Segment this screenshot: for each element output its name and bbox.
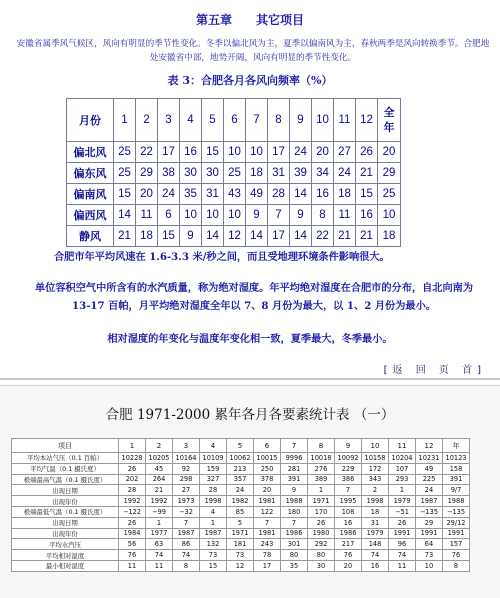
wind-cell: 30	[180, 163, 202, 184]
wind-cell: 10	[224, 205, 246, 226]
stat-cell: 2	[362, 485, 389, 496]
stat-cell: 73	[416, 550, 443, 561]
stat-cell: 202	[119, 474, 146, 485]
stat-cell: −51	[389, 506, 416, 517]
wind-cell: 14	[114, 205, 136, 226]
wind-cell: 38	[158, 163, 180, 184]
stat-cell: 4	[200, 506, 227, 517]
stat-row	[12, 528, 470, 539]
stat-cell: 1984	[119, 528, 146, 539]
stat-cell: 213	[227, 463, 254, 474]
wind-month-header: 4	[180, 99, 202, 142]
stat-table-body	[12, 453, 470, 572]
wind-month-header: 5	[202, 99, 224, 142]
absolute-humidity-paragraph: 单位容积空气中所含有的水汽质量，称为绝对湿度。年平均绝对湿度在合肥市的分布，自北向南为 13-17 百帕，月平均绝对湿度全年以 7、8 月份为最大，以 1、2 月份为最小。	[34, 282, 474, 312]
stat-cell: 28	[200, 485, 227, 496]
stat-cell: 24	[227, 485, 254, 496]
wind-cell: 31	[202, 184, 224, 205]
stat-cell: 181	[227, 539, 254, 550]
intro-paragraph: 安徽省属季风气候区，风向有明显的季节性变化。冬季以偏北风为主，夏季以偏南风为主，春秋两季是风向转换季节。合肥地处安徽省中部，地势开阔，风向有明显的季节性变化。	[16, 39, 490, 63]
wind-cell-annual: 20	[378, 142, 401, 163]
stat-cell: 1	[200, 517, 227, 528]
stat-cell: 1991	[443, 528, 470, 539]
stat-row-label: 出现日期	[12, 517, 119, 528]
stat-cell: 1979	[389, 496, 416, 507]
stat-cell: 26	[119, 517, 146, 528]
stat-cell: 76	[443, 550, 470, 561]
wind-row-label: 偏东风	[67, 163, 114, 184]
wind-month-header: 7	[246, 99, 268, 142]
wind-cell: 18	[334, 184, 356, 205]
wind-cell: 17	[158, 142, 180, 163]
stat-cell: 15	[200, 560, 227, 571]
stat-cell: 9996	[281, 453, 308, 464]
stat-header-cell: 项目	[12, 439, 119, 453]
stat-cell: 1971	[308, 496, 335, 507]
wind-row-north	[67, 142, 401, 163]
stat-cell: 86	[173, 539, 200, 550]
wind-cell: 14	[290, 226, 312, 247]
stat-cell: 389	[308, 474, 335, 485]
wind-row-calm	[67, 226, 401, 247]
stat-cell: 10062	[227, 453, 254, 464]
stat-cell: 1988	[443, 496, 470, 507]
stat-row	[12, 517, 470, 528]
wind-month-header: 8	[268, 99, 290, 142]
wind-cell: 10	[246, 142, 268, 163]
wind-month-header: 3	[158, 99, 180, 142]
stat-cell: 31	[362, 517, 389, 528]
stat-cell: 301	[281, 539, 308, 550]
stat-cell: 10204	[389, 453, 416, 464]
stat-cell: 281	[281, 463, 308, 474]
stat-cell: 96	[389, 539, 416, 550]
stat-cell: 10109	[200, 453, 227, 464]
stat-cell: −135	[416, 506, 443, 517]
wind-cell: 10	[224, 142, 246, 163]
stat-cell: 85	[227, 506, 254, 517]
wind-cell: 18	[246, 163, 268, 184]
stat-cell: 9	[281, 485, 308, 496]
wind-cell: 6	[158, 205, 180, 226]
wind-cell: 10	[202, 205, 224, 226]
stat-cell: 1998	[362, 496, 389, 507]
wind-cell: 21	[114, 226, 136, 247]
stat-cell: 5	[227, 517, 254, 528]
stat-row-label: 最小相对湿度	[12, 560, 119, 571]
stat-cell: 343	[362, 474, 389, 485]
stat-cell: 10231	[416, 453, 443, 464]
stat-cell: 27	[173, 485, 200, 496]
stat-cell: 1973	[173, 496, 200, 507]
wind-cell: 16	[356, 205, 378, 226]
stat-row-label: 平均水汽压	[12, 539, 119, 550]
stat-cell: 1995	[335, 496, 362, 507]
stat-cell: 7	[173, 517, 200, 528]
wind-cell: 28	[268, 184, 290, 205]
stat-cell: 1986	[281, 528, 308, 539]
stat-cell: 1	[308, 485, 335, 496]
wind-cell: 15	[356, 184, 378, 205]
stat-cell: 1	[146, 517, 173, 528]
stat-row	[12, 560, 470, 571]
stat-cell: 391	[281, 474, 308, 485]
stat-cell: 74	[389, 550, 416, 561]
stat-cell: 10228	[119, 453, 146, 464]
wind-cell: 16	[180, 142, 202, 163]
wind-cell: 11	[334, 205, 356, 226]
wind-frequency-table	[66, 98, 401, 247]
stat-cell: 10205	[146, 453, 173, 464]
stat-cell: 1987	[200, 528, 227, 539]
stat-cell: 10092	[335, 453, 362, 464]
wind-month-header: 12	[356, 99, 378, 142]
stat-cell: 78	[254, 550, 281, 561]
stat-cell: 92	[173, 463, 200, 474]
wind-cell: 17	[268, 142, 290, 163]
stat-row-label: 极端最高气温（0.1 摄氏度）	[12, 474, 119, 485]
stat-cell: 29/12	[443, 517, 470, 528]
wind-cell: 11	[136, 205, 158, 226]
stat-cell: 73	[200, 550, 227, 561]
stat-cell: 159	[200, 463, 227, 474]
stat-cell: 11	[146, 560, 173, 571]
stat-cell: 1986	[335, 528, 362, 539]
stat-cell: 10158	[362, 453, 389, 464]
wind-cell-annual: 18	[378, 226, 401, 247]
wind-cell: 26	[356, 142, 378, 163]
stat-cell: 11	[119, 560, 146, 571]
stat-cell: 1971	[227, 528, 254, 539]
stat-cell: 1992	[146, 496, 173, 507]
stat-cell: 225	[416, 474, 443, 485]
stat-row	[12, 453, 470, 464]
stat-cell: 20	[254, 485, 281, 496]
stat-cell: 24	[416, 485, 443, 496]
stat-cell: 76	[119, 550, 146, 561]
stat-cell: 17	[254, 560, 281, 571]
stat-cell: 157	[443, 539, 470, 550]
wind-month-header: 11	[334, 99, 356, 142]
wind-cell: 18	[136, 226, 158, 247]
stat-cell: 45	[146, 463, 173, 474]
stat-cell: 7	[281, 517, 308, 528]
stat-cell: 180	[281, 506, 308, 517]
stat-cell: 386	[335, 474, 362, 485]
wind-cell: 9	[246, 205, 268, 226]
stat-cell: −122	[119, 506, 146, 517]
stat-cell: 7	[254, 517, 281, 528]
wind-cell: 24	[290, 142, 312, 163]
wind-cell: 9	[290, 205, 312, 226]
stat-cell: 74	[146, 550, 173, 561]
stat-cell: 63	[146, 539, 173, 550]
stat-cell: 74	[362, 550, 389, 561]
stat-cell: −99	[146, 506, 173, 517]
stat-cell: 7	[335, 485, 362, 496]
stat-cell: 8	[443, 560, 470, 571]
stat-cell: 170	[308, 506, 335, 517]
stat-cell: 35	[281, 560, 308, 571]
stat-cell: 217	[335, 539, 362, 550]
wind-cell: 15	[114, 184, 136, 205]
stat-cell: 1998	[200, 496, 227, 507]
wind-annual-header: 全 年	[378, 99, 401, 142]
wind-cell: 17	[268, 226, 290, 247]
wind-cell: 24	[334, 163, 356, 184]
stat-cell: 16	[362, 560, 389, 571]
stat-header-cell: 4	[200, 439, 227, 453]
stat-cell: 9/7	[443, 485, 470, 496]
wind-month-header: 2	[136, 99, 158, 142]
wind-cell: 15	[158, 226, 180, 247]
wind-row-west	[67, 205, 401, 226]
stat-cell: 10018	[308, 453, 335, 464]
stat-row	[12, 550, 470, 561]
stat-cell: 378	[254, 474, 281, 485]
wind-cell: 8	[312, 205, 334, 226]
stat-cell: 391	[443, 474, 470, 485]
stat-cell: 8	[173, 560, 200, 571]
stat-cell: 30	[308, 560, 335, 571]
wind-cell: 49	[246, 184, 268, 205]
stat-header-cell: 6	[254, 439, 281, 453]
stat-header-cell: 8	[308, 439, 335, 453]
wind-cell: 27	[334, 142, 356, 163]
stat-header-row	[12, 439, 470, 453]
wind-cell: 15	[202, 142, 224, 163]
stat-cell: −32	[173, 506, 200, 517]
stat-row	[12, 463, 470, 474]
stat-cell: 107	[389, 463, 416, 474]
stat-row	[12, 485, 470, 496]
stat-cell: 26	[308, 517, 335, 528]
wind-cell: 31	[268, 163, 290, 184]
stat-cell: 1979	[362, 528, 389, 539]
stat-cell: 10164	[173, 453, 200, 464]
wind-cell: 14	[202, 226, 224, 247]
stat-cell: 1992	[119, 496, 146, 507]
stat-cell: 12	[227, 560, 254, 571]
stat-cell: 1991	[416, 528, 443, 539]
wind-cell: 9	[180, 226, 202, 247]
stat-cell: 49	[416, 463, 443, 474]
stat-cell: 29	[416, 517, 443, 528]
stat-cell: 1991	[389, 528, 416, 539]
stat-cell: 16	[335, 517, 362, 528]
stat-cell: 122	[254, 506, 281, 517]
stat-cell: 172	[362, 463, 389, 474]
stat-cell: 28	[119, 485, 146, 496]
stat-cell: 1981	[254, 528, 281, 539]
stat-cell: 229	[335, 463, 362, 474]
stat-row-label: 平均气温（0.1 摄氏度）	[12, 463, 119, 474]
wind-speed-paragraph: 合肥市年平均风速在 1.6-3.3 米/秒之间，而且受地理环境条件影响很大。	[54, 251, 390, 263]
stat-row-label: 极端最低气温（0.1 摄氏度）	[12, 506, 119, 517]
stat-row-label: 出现年份	[12, 496, 119, 507]
stat-cell: 64	[416, 539, 443, 550]
stat-cell: 10123	[443, 453, 470, 464]
stat-table-title: 合肥 1971-2000 累年各月各要素统计表 （一）	[105, 407, 395, 423]
wind-cell: 16	[312, 184, 334, 205]
wind-cell: 39	[290, 163, 312, 184]
stat-cell: 292	[308, 539, 335, 550]
stat-row	[12, 474, 470, 485]
stat-cell: 1982	[227, 496, 254, 507]
wind-cell: 20	[312, 142, 334, 163]
wind-cell: 21	[356, 163, 378, 184]
stat-cell: 10	[416, 560, 443, 571]
back-to-top-link[interactable]: [返 回 页 首]	[383, 365, 486, 376]
stat-cell: 73	[227, 550, 254, 561]
stat-cell: 1981	[254, 496, 281, 507]
stat-row-label: 平均本站气压（0.1 百帕）	[12, 453, 119, 464]
wind-month-header: 1	[114, 99, 136, 142]
wind-cell-annual: 29	[378, 163, 401, 184]
wind-table-header-row	[67, 99, 401, 142]
wind-cell: 25	[114, 142, 136, 163]
wind-cell: 10	[180, 205, 202, 226]
wind-cell: 43	[224, 184, 246, 205]
stat-cell: 76	[335, 550, 362, 561]
wind-cell: 21	[356, 226, 378, 247]
stat-header-cell: 5	[227, 439, 254, 453]
stat-cell: 80	[308, 550, 335, 561]
stat-header-cell: 10	[362, 439, 389, 453]
stat-cell: 158	[443, 463, 470, 474]
stat-cell: 243	[254, 539, 281, 550]
wind-row-south	[67, 184, 401, 205]
stat-cell: 1	[389, 485, 416, 496]
stat-cell: 10015	[254, 453, 281, 464]
stat-header-cell: 3	[173, 439, 200, 453]
wind-cell: 14	[246, 226, 268, 247]
stat-cell: 148	[362, 539, 389, 550]
stat-row-label: 出现日期	[12, 485, 119, 496]
wind-cell: 30	[202, 163, 224, 184]
wind-row-label: 偏北风	[67, 142, 114, 163]
wind-cell: 7	[268, 205, 290, 226]
wind-cell: 29	[136, 163, 158, 184]
stat-cell: 20	[335, 560, 362, 571]
wind-month-header: 10	[312, 99, 334, 142]
wind-cell: 20	[136, 184, 158, 205]
stat-cell: 56	[119, 539, 146, 550]
wind-month-header: 6	[224, 99, 246, 142]
stat-cell: 80	[281, 550, 308, 561]
stat-cell: 132	[200, 539, 227, 550]
wind-row-label: 偏南风	[67, 184, 114, 205]
wind-cell: 22	[312, 226, 334, 247]
wind-header-label: 月份	[67, 99, 114, 142]
stat-row-label: 出现年份	[12, 528, 119, 539]
stat-cell: 327	[200, 474, 227, 485]
stat-cell: 26	[119, 463, 146, 474]
stat-header-cell: 11	[389, 439, 416, 453]
stat-cell: 276	[308, 463, 335, 474]
stat-header-cell: 9	[335, 439, 362, 453]
stat-header-cell: 2	[146, 439, 173, 453]
stat-cell: 1977	[146, 528, 173, 539]
wind-row-label: 偏西风	[67, 205, 114, 226]
stat-cell: 357	[227, 474, 254, 485]
stat-cell: 264	[146, 474, 173, 485]
wind-row-east	[67, 163, 401, 184]
wind-table-title: 表 3：合肥各月各风向频率（%）	[167, 74, 333, 87]
stat-cell: 1980	[308, 528, 335, 539]
stat-cell: 18	[362, 506, 389, 517]
stat-header-cell: 1	[119, 439, 146, 453]
wind-cell: 34	[312, 163, 334, 184]
wind-month-header: 9	[290, 99, 312, 142]
stat-cell: 1988	[281, 496, 308, 507]
stat-cell: 298	[173, 474, 200, 485]
stat-row	[12, 506, 470, 517]
stat-row-label: 平均相对湿度	[12, 550, 119, 561]
stat-cell: −135	[443, 506, 470, 517]
wind-cell: 12	[224, 226, 246, 247]
stat-cell: 26	[389, 517, 416, 528]
wind-cell: 25	[114, 163, 136, 184]
stat-cell: 1987	[173, 528, 200, 539]
stat-header-cell: 12	[416, 439, 443, 453]
stat-cell: 293	[389, 474, 416, 485]
wind-cell-annual: 25	[378, 184, 401, 205]
wind-cell: 25	[224, 163, 246, 184]
stat-header-cell: 7	[281, 439, 308, 453]
wind-cell: 24	[158, 184, 180, 205]
wind-cell-annual: 10	[378, 205, 401, 226]
stat-header-cell: 年	[443, 439, 470, 453]
relative-humidity-paragraph: 相对湿度的年变化与温度年变化相一致，夏季最大，冬季最小。	[107, 333, 393, 345]
stat-row	[12, 539, 470, 550]
stat-cell: 108	[335, 506, 362, 517]
wind-cell: 35	[180, 184, 202, 205]
wind-cell: 22	[136, 142, 158, 163]
stat-cell: 1987	[416, 496, 443, 507]
stat-cell: 21	[146, 485, 173, 496]
stat-cell: 74	[173, 550, 200, 561]
monthly-statistics-table	[11, 438, 470, 572]
section-divider	[0, 378, 500, 380]
stat-cell: 11	[389, 560, 416, 571]
chapter-title: 第五章 其它项目	[195, 13, 304, 27]
wind-cell: 21	[334, 226, 356, 247]
wind-cell: 14	[290, 184, 312, 205]
wind-row-label: 静风	[67, 226, 114, 247]
stat-row	[12, 496, 470, 507]
stat-cell: 250	[254, 463, 281, 474]
